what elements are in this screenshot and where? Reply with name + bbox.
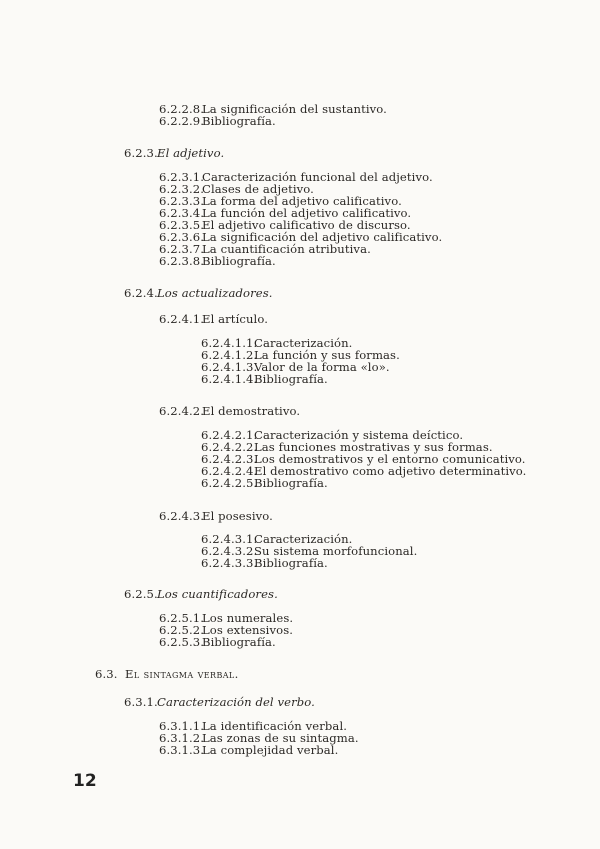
toc-number: 6.3.1.2. bbox=[159, 731, 205, 745]
toc-number: 6.3. bbox=[95, 667, 118, 681]
toc-number: 6.2.5.3. bbox=[159, 635, 205, 649]
toc-number: 6.2.4.1. bbox=[159, 312, 205, 326]
toc-title: La significación del adjetivo calificativo. bbox=[202, 230, 443, 244]
toc-title: Los numerales. bbox=[202, 611, 294, 625]
toc-number: 6.2.4. bbox=[124, 286, 158, 300]
toc-title: El artículo. bbox=[202, 312, 269, 326]
toc-title: La significación del sustantivo. bbox=[202, 102, 387, 116]
toc-title: La función y sus formas. bbox=[254, 348, 400, 362]
toc-title: Bibliografía. bbox=[254, 556, 328, 570]
toc-entry bbox=[201, 373, 328, 385]
toc-title: Los extensivos. bbox=[202, 623, 294, 637]
toc-entry bbox=[159, 510, 273, 522]
toc-title: Bibliografía. bbox=[202, 635, 276, 649]
toc-number: 6.2.4.3.1. bbox=[201, 532, 258, 546]
toc-title: Bibliografía. bbox=[202, 254, 276, 268]
toc-title: Bibliografía. bbox=[254, 476, 328, 490]
toc-entry bbox=[159, 313, 268, 325]
toc-title: El sintagma verbal. bbox=[125, 667, 239, 681]
toc-number: 6.2.4.2.2. bbox=[201, 440, 258, 454]
toc-number: 6.3.1. bbox=[124, 695, 158, 709]
toc-title: Caracterización. bbox=[254, 336, 353, 350]
toc-number: 6.2.5.1. bbox=[159, 611, 205, 625]
toc-number: 6.2.3.4. bbox=[159, 206, 205, 220]
toc-number: 6.2.3.2. bbox=[159, 182, 205, 196]
toc-title: Las zonas de su sintagma. bbox=[202, 731, 359, 745]
toc-number: 6.3.1.1. bbox=[159, 719, 205, 733]
toc-title: Los demostrativos y el entorno comunicativo. bbox=[254, 452, 526, 466]
toc-number: 6.2.4.1.3. bbox=[201, 360, 258, 374]
toc-title: El demostrativo. bbox=[202, 404, 301, 418]
toc-title: Los cuantificadores. bbox=[157, 587, 278, 601]
toc-number: 6.2.4.2.1. bbox=[201, 428, 258, 442]
toc-number: 6.2.4.2.5. bbox=[201, 476, 258, 490]
toc-entry bbox=[159, 405, 300, 417]
toc-number: 6.2.3.6. bbox=[159, 230, 205, 244]
toc-title: La complejidad verbal. bbox=[202, 743, 339, 757]
toc-heading bbox=[124, 588, 278, 600]
toc-title: Las funciones mostrativas y sus formas. bbox=[254, 440, 493, 454]
toc-number: 6.2.4.2.3. bbox=[201, 452, 258, 466]
toc-number: 6.2.3.5. bbox=[159, 218, 205, 232]
toc-number: 6.3.1.3. bbox=[159, 743, 205, 757]
toc-title: Valor de la forma «lo». bbox=[254, 360, 390, 374]
toc-title: La identificación verbal. bbox=[202, 719, 348, 733]
toc-number: 6.2.3.1. bbox=[159, 170, 205, 184]
toc-heading bbox=[124, 147, 224, 159]
toc-title: El adjetivo calificativo de discurso. bbox=[202, 218, 411, 232]
toc-number: 6.2.4.1.2. bbox=[201, 348, 258, 362]
toc-heading bbox=[124, 696, 315, 708]
page-number: 12 bbox=[73, 771, 97, 791]
toc-number: 6.2.5. bbox=[124, 587, 158, 601]
toc-entry bbox=[159, 636, 276, 648]
toc-number: 6.2.3.8. bbox=[159, 254, 205, 268]
toc-title: Su sistema morfofuncional. bbox=[254, 544, 418, 558]
toc-title: El adjetivo. bbox=[157, 146, 225, 160]
toc-number: 6.2.3.7. bbox=[159, 242, 205, 256]
toc-number: 6.2.3. bbox=[124, 146, 158, 160]
toc-number: 6.2.4.3.3. bbox=[201, 556, 258, 570]
toc-title: Caracterización funcional del adjetivo. bbox=[202, 170, 433, 184]
toc-title: Caracterización y sistema deíctico. bbox=[254, 428, 464, 442]
toc-title: El demostrativo como adjetivo determinativo. bbox=[254, 464, 527, 478]
toc-title: Los actualizadores. bbox=[157, 286, 273, 300]
toc-chapter-heading bbox=[95, 668, 239, 680]
toc-title: Bibliografía. bbox=[202, 114, 276, 128]
toc-number: 6.2.4.1.1. bbox=[201, 336, 258, 350]
toc-title: Caracterización del verbo. bbox=[157, 695, 315, 709]
toc-title: La cuantificación atributiva. bbox=[202, 242, 371, 256]
toc-entry bbox=[201, 557, 328, 569]
toc-number: 6.2.4.3. bbox=[159, 509, 205, 523]
toc-entry bbox=[159, 255, 276, 267]
toc-entry bbox=[159, 744, 338, 756]
toc-entry bbox=[159, 115, 276, 127]
toc-entry bbox=[201, 477, 328, 489]
toc-number: 6.2.2.9. bbox=[159, 114, 205, 128]
toc-title: Caracterización. bbox=[254, 532, 353, 546]
toc-title: La función del adjetivo calificativo. bbox=[202, 206, 412, 220]
toc-number: 6.2.3.3. bbox=[159, 194, 205, 208]
toc-title: Clases de adjetivo. bbox=[202, 182, 314, 196]
toc-number: 6.2.4.1.4. bbox=[201, 372, 258, 386]
toc-number: 6.2.5.2. bbox=[159, 623, 205, 637]
toc-number: 6.2.4.2. bbox=[159, 404, 205, 418]
toc-number: 6.2.2.8. bbox=[159, 102, 205, 116]
toc-number: 6.2.4.3.2. bbox=[201, 544, 258, 558]
toc-number: 6.2.4.2.4. bbox=[201, 464, 258, 478]
toc-title: El posesivo. bbox=[202, 509, 273, 523]
toc-title: La forma del adjetivo calificativo. bbox=[202, 194, 402, 208]
toc-heading bbox=[124, 287, 273, 299]
toc-title: Bibliografía. bbox=[254, 372, 328, 386]
